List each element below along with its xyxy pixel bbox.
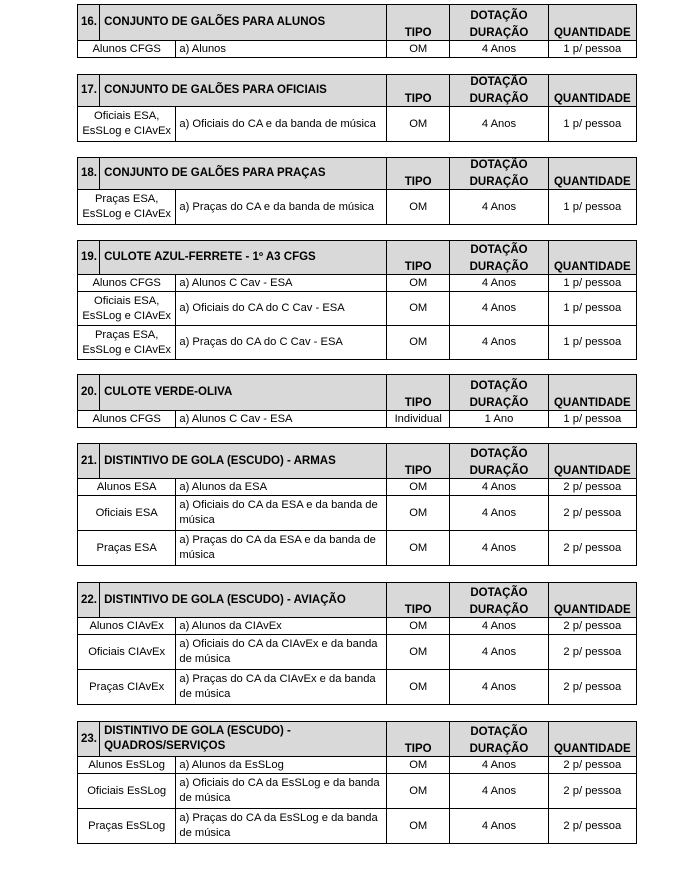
row-recipient: Alunos CFGS <box>78 411 176 428</box>
col-quantidade-header <box>548 722 636 757</box>
row-quantidade: 2 p/ pessoa <box>548 670 636 705</box>
row-description: a) Praças do CA do C Cav - ESA <box>176 326 387 360</box>
row-description: a) Praças do CA da CIAvEx e da banda de música <box>176 670 387 705</box>
col-quantidade-header <box>548 75 636 107</box>
dotacao-label: DOTAÇÃO <box>470 10 528 22</box>
row-tipo: Individual <box>387 411 450 428</box>
item-number: 21. <box>78 444 100 479</box>
row-duracao: 4 Anos <box>450 479 548 496</box>
dotacao-label: DOTAÇÃO <box>470 159 528 171</box>
col-duracao-header <box>450 158 548 190</box>
item-title: CONJUNTO DE GALÕES PARA PRAÇAS <box>100 158 387 190</box>
item-header-row <box>78 375 637 411</box>
item-title: DISTINTIVO DE GOLA (ESCUDO) - ARMAS <box>100 444 387 479</box>
item-title: CONJUNTO DE GALÕES PARA OFICIAIS <box>100 75 387 107</box>
item-table-18 <box>77 157 637 225</box>
row-tipo: OM <box>387 107 450 142</box>
row-description: a) Praças do CA da ESA e da banda de música <box>176 531 387 566</box>
table-row <box>78 757 637 774</box>
item-title: CULOTE AZUL-FERRETE - 1º A3 CFGS <box>100 241 387 275</box>
row-recipient: Praças CIAvEx <box>78 670 176 705</box>
row-description: a) Oficiais do CA da ESA e da banda de música <box>176 496 387 531</box>
row-description: a) Oficiais do CA e da banda de música <box>176 107 387 142</box>
row-tipo: OM <box>387 757 450 774</box>
row-tipo: OM <box>387 531 450 566</box>
row-duracao: 4 Anos <box>450 107 548 142</box>
row-recipient: Alunos ESA <box>78 479 176 496</box>
quantidade-label: QUANTIDADE <box>553 27 631 39</box>
row-duracao: 4 Anos <box>450 774 548 809</box>
row-quantidade: 1 p/ pessoa <box>548 107 636 142</box>
item-table-16 <box>77 4 637 58</box>
dotacao-label: DOTAÇÃO <box>470 380 528 392</box>
row-tipo: OM <box>387 292 450 326</box>
row-quantidade: 2 p/ pessoa <box>548 496 636 531</box>
table-row <box>78 292 637 326</box>
col-duracao-header <box>450 75 548 107</box>
row-quantidade: 1 p/ pessoa <box>548 326 636 360</box>
tipo-label: TIPO <box>404 176 432 188</box>
duracao-label: DURAÇÃO <box>469 261 529 273</box>
item-table-23 <box>77 721 637 844</box>
col-tipo-header <box>387 583 450 618</box>
tipo-label: TIPO <box>404 397 432 409</box>
col-quantidade-header <box>548 158 636 190</box>
item-number: 19. <box>78 241 100 275</box>
row-duracao: 4 Anos <box>450 275 548 292</box>
table-row <box>78 618 637 635</box>
item-header-row <box>78 75 637 107</box>
row-quantidade: 2 p/ pessoa <box>548 531 636 566</box>
row-tipo: OM <box>387 190 450 225</box>
row-duracao: 4 Anos <box>450 292 548 326</box>
row-duracao: 4 Anos <box>450 809 548 844</box>
row-quantidade: 2 p/ pessoa <box>548 479 636 496</box>
row-recipient: Oficiais EsSLog <box>78 774 176 809</box>
item-table-21 <box>77 443 637 566</box>
duracao-label: DURAÇÃO <box>469 176 529 188</box>
row-duracao: 4 Anos <box>450 190 548 225</box>
row-tipo: OM <box>387 670 450 705</box>
col-duracao-header <box>450 444 548 479</box>
row-recipient: Alunos EsSLog <box>78 757 176 774</box>
row-quantidade: 2 p/ pessoa <box>548 618 636 635</box>
row-description: a) Alunos <box>176 41 387 58</box>
duracao-label: DURAÇÃO <box>469 604 529 616</box>
row-quantidade: 2 p/ pessoa <box>548 757 636 774</box>
col-tipo-header <box>387 241 450 275</box>
row-tipo: OM <box>387 479 450 496</box>
col-quantidade-header <box>548 583 636 618</box>
item-table-17 <box>77 74 637 142</box>
duracao-label: DURAÇÃO <box>469 743 529 755</box>
row-tipo: OM <box>387 774 450 809</box>
item-table-22 <box>77 582 637 705</box>
row-description: a) Alunos C Cav - ESA <box>176 411 387 428</box>
table-row <box>78 275 637 292</box>
quantidade-label: QUANTIDADE <box>553 261 631 273</box>
row-description: a) Alunos da CIAvEx <box>176 618 387 635</box>
quantidade-label: QUANTIDADE <box>553 743 631 755</box>
row-tipo: OM <box>387 496 450 531</box>
row-description: a) Praças do CA e da banda de música <box>176 190 387 225</box>
row-recipient: Praças EsSLog <box>78 809 176 844</box>
quantidade-label: QUANTIDADE <box>553 604 631 616</box>
dotacao-label: DOTAÇÃO <box>470 244 528 256</box>
table-row <box>78 41 637 58</box>
col-tipo-header <box>387 375 450 411</box>
table-row <box>78 326 637 360</box>
row-recipient: Oficiais CIAvEx <box>78 635 176 670</box>
item-header-row <box>78 5 637 41</box>
row-tipo: OM <box>387 275 450 292</box>
item-title: DISTINTIVO DE GOLA (ESCUDO) - QUADROS/SERVIÇOS <box>100 722 387 757</box>
row-description: a) Oficiais do CA da EsSLog e da banda de música <box>176 774 387 809</box>
row-recipient: Praças ESA <box>78 531 176 566</box>
row-recipient: Alunos CFGS <box>78 275 176 292</box>
row-duracao: 4 Anos <box>450 670 548 705</box>
col-quantidade-header <box>548 241 636 275</box>
tipo-label: TIPO <box>404 261 432 273</box>
dotacao-label: DOTAÇÃO <box>470 726 528 738</box>
row-quantidade: 2 p/ pessoa <box>548 774 636 809</box>
tipo-label: TIPO <box>404 465 432 477</box>
table-row <box>78 496 637 531</box>
quantidade-label: QUANTIDADE <box>553 397 631 409</box>
row-description: a) Praças do CA da EsSLog e da banda de música <box>176 809 387 844</box>
table-row <box>78 670 637 705</box>
row-duracao: 1 Ano <box>450 411 548 428</box>
row-quantidade: 2 p/ pessoa <box>548 635 636 670</box>
row-recipient: Oficiais ESA <box>78 496 176 531</box>
col-duracao-header <box>450 241 548 275</box>
table-row <box>78 479 637 496</box>
row-quantidade: 1 p/ pessoa <box>548 41 636 58</box>
row-tipo: OM <box>387 635 450 670</box>
row-description: a) Oficiais do CA do C Cav - ESA <box>176 292 387 326</box>
col-tipo-header <box>387 444 450 479</box>
col-duracao-header <box>450 583 548 618</box>
row-description: a) Oficiais do CA da CIAvEx e da banda de música <box>176 635 387 670</box>
col-quantidade-header <box>548 444 636 479</box>
col-quantidade-header <box>548 375 636 411</box>
col-duracao-header <box>450 5 548 41</box>
quantidade-label: QUANTIDADE <box>553 465 631 477</box>
row-duracao: 4 Anos <box>450 496 548 531</box>
row-recipient: Oficiais ESA, EsSLog e CIAvEx <box>78 107 176 142</box>
row-tipo: OM <box>387 326 450 360</box>
table-row <box>78 635 637 670</box>
row-duracao: 4 Anos <box>450 757 548 774</box>
dotacao-label: DOTAÇÃO <box>470 76 528 88</box>
quantidade-label: QUANTIDADE <box>553 93 631 105</box>
row-duracao: 4 Anos <box>450 635 548 670</box>
row-recipient: Praças ESA, EsSLog e CIAvEx <box>78 326 176 360</box>
dotacao-label: DOTAÇÃO <box>470 448 528 460</box>
item-number: 20. <box>78 375 100 411</box>
item-number: 23. <box>78 722 100 757</box>
item-number: 22. <box>78 583 100 618</box>
col-tipo-header <box>387 158 450 190</box>
col-tipo-header <box>387 5 450 41</box>
table-row <box>78 190 637 225</box>
row-quantidade: 1 p/ pessoa <box>548 190 636 225</box>
col-quantidade-header <box>548 5 636 41</box>
row-quantidade: 1 p/ pessoa <box>548 275 636 292</box>
row-description: a) Alunos C Cav - ESA <box>176 275 387 292</box>
row-duracao: 4 Anos <box>450 618 548 635</box>
row-quantidade: 1 p/ pessoa <box>548 292 636 326</box>
item-header-row <box>78 583 637 618</box>
row-tipo: OM <box>387 809 450 844</box>
item-number: 18. <box>78 158 100 190</box>
row-quantidade: 2 p/ pessoa <box>548 809 636 844</box>
row-recipient: Praças ESA, EsSLog e CIAvEx <box>78 190 176 225</box>
tipo-label: TIPO <box>404 93 432 105</box>
table-row <box>78 774 637 809</box>
row-recipient: Alunos CFGS <box>78 41 176 58</box>
item-header-row <box>78 722 637 757</box>
row-tipo: OM <box>387 618 450 635</box>
item-number: 17. <box>78 75 100 107</box>
item-header-row <box>78 158 637 190</box>
item-title: CONJUNTO DE GALÕES PARA ALUNOS <box>100 5 387 41</box>
duracao-label: DURAÇÃO <box>469 465 529 477</box>
item-table-20 <box>77 374 637 428</box>
row-duracao: 4 Anos <box>450 531 548 566</box>
table-row <box>78 809 637 844</box>
row-description: a) Alunos da EsSLog <box>176 757 387 774</box>
item-header-row <box>78 444 637 479</box>
dotacao-document <box>77 4 637 844</box>
duracao-label: DURAÇÃO <box>469 397 529 409</box>
row-duracao: 4 Anos <box>450 326 548 360</box>
row-tipo: OM <box>387 41 450 58</box>
col-tipo-header <box>387 722 450 757</box>
item-table-19 <box>77 240 637 360</box>
duracao-label: DURAÇÃO <box>469 93 529 105</box>
item-title: DISTINTIVO DE GOLA (ESCUDO) - AVIAÇÃO <box>100 583 387 618</box>
table-row <box>78 411 637 428</box>
dotacao-label: DOTAÇÃO <box>470 587 528 599</box>
quantidade-label: QUANTIDADE <box>553 176 631 188</box>
col-tipo-header <box>387 75 450 107</box>
row-recipient: Alunos CIAvEx <box>78 618 176 635</box>
duracao-label: DURAÇÃO <box>469 27 529 39</box>
row-quantidade: 1 p/ pessoa <box>548 411 636 428</box>
tipo-label: TIPO <box>404 604 432 616</box>
col-duracao-header <box>450 722 548 757</box>
table-row <box>78 107 637 142</box>
tipo-label: TIPO <box>404 27 432 39</box>
row-duracao: 4 Anos <box>450 41 548 58</box>
col-duracao-header <box>450 375 548 411</box>
tipo-label: TIPO <box>404 743 432 755</box>
table-row <box>78 531 637 566</box>
item-header-row <box>78 241 637 275</box>
row-description: a) Alunos da ESA <box>176 479 387 496</box>
item-number: 16. <box>78 5 100 41</box>
item-title: CULOTE VERDE-OLIVA <box>100 375 387 411</box>
row-recipient: Oficiais ESA, EsSLog e CIAvEx <box>78 292 176 326</box>
